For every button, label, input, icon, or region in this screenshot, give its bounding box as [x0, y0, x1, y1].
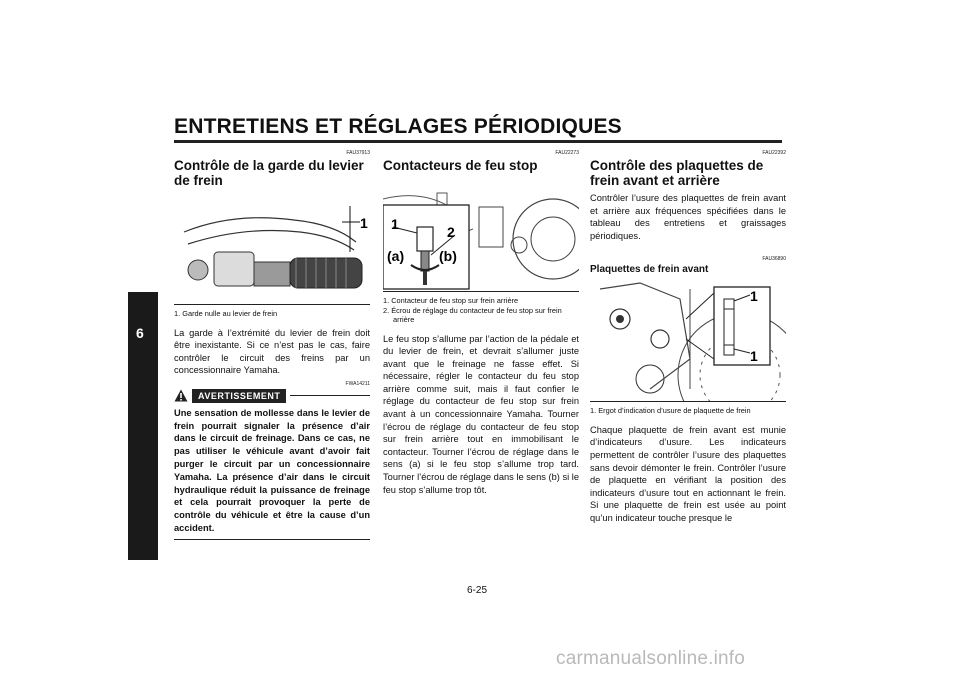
body-text: La garde à l’extrémité du levier de frein doit être inexistante. Si ce n’est pas le cas, faire contrôler le circuit des freins par un concessionnaire Yamaha. — [174, 327, 370, 376]
chapter-number: 6 — [136, 325, 144, 341]
page-title: ENTRETIENS ET RÉGLAGES PÉRIODIQUES — [174, 115, 622, 138]
body-text: Chaque plaquette de frein avant est munie d’indicateurs d’usure. Les indicateurs permettent de contrôler l’usure des plaquettes sans devoir démonter le frein. Contrôler l’usure de plaquette en vérifiant la position des indicateurs d’usure tout en actionnant le frein. Si une plaquette de frein est usée au point qu’un indicateur touche presque le — [590, 424, 786, 524]
warning-text: Une sensation de mollesse dans le levier de frein pourrait signaler la présence d’air dans le circuit de freinage. Dans ce cas, ne pas utiliser le véhicule avant d’avoir fait purger le circuit par un concessionnaire Yamaha. La présence d’air dans le circuit hydraulique réduit la puissance de freinage et cela pourrait provoquer la perte de contrôle du véhicule et être la cause d’un accident. — [174, 407, 370, 534]
column-brake-pads — [590, 150, 786, 525]
title-rule — [174, 140, 782, 143]
brake-switch-figure — [383, 179, 579, 292]
ref-code: FAU36890 — [762, 256, 786, 263]
figure-label-1b: 1 — [750, 348, 758, 365]
page-number: 6-25 — [467, 585, 488, 596]
ref-code: FAU22273 — [555, 150, 579, 156]
column-brake-lever — [174, 150, 370, 540]
ref-code: FAU37913 — [346, 150, 370, 156]
warning-box — [174, 381, 370, 540]
intro-text: Contrôler l’usure des plaquettes de frein avant et arrière aux fréquences spécifiées dans le tableau des entretiens et graissages périodiques. — [590, 193, 786, 241]
column-brake-light — [383, 150, 579, 496]
section-heading: Contacteurs de feu stop — [383, 158, 538, 173]
warning-label: AVERTISSEMENT — [192, 389, 286, 403]
body-text: Le feu stop s’allume par l’action de la pédale et du levier de frein, et devrait s’allumer juste avant que le freinage ne fasse effet. Si nécessaire, régler le contacteur du feu stop arrière comme suit, mais il faut confier le réglage du contacteur de feu stop sur frein avant à un concessionnaire Yamaha. Tourner l’écrou de réglage du contacteur de feu stop sur frein arrière tout en immobilisant le contacteur. Tourner l’écrou de réglage dans le sens (a) si le feu stop s’allume trop tard. Tourner l’écrou de réglage dans le sens (b) si le feu stop s’allume trop tôt. — [383, 333, 579, 495]
figure-label-1: 1 — [391, 216, 399, 232]
subheading: Plaquettes de frein avant — [590, 264, 709, 276]
brake-pad-figure — [590, 279, 786, 402]
ref-code: FWA14211 — [345, 380, 370, 387]
warning-triangle-icon — [174, 389, 188, 402]
figure-label: 1 — [360, 215, 368, 231]
warning-rule — [290, 395, 370, 396]
section-heading: Contrôle de la garde du levier de frein — [174, 158, 364, 188]
figure-label-a: (a) — [387, 248, 405, 264]
figure-caption: 1. Garde nulle au levier de frein — [174, 309, 278, 318]
figure-label-2: 2 — [447, 224, 455, 240]
figure-caption: 1. Ergot d’indication d’usure de plaquette de frein — [590, 406, 751, 416]
brake-lever-figure — [174, 192, 370, 305]
brake-lever-illustration — [174, 192, 370, 304]
brake-switch-illustration — [383, 179, 579, 291]
section-heading: Contrôle des plaquettes de frein avant et arrière — [590, 158, 764, 188]
warning-end-rule — [174, 539, 370, 540]
figure-caption: 1. Contacteur de feu stop sur frein arrière 2. Écrou de réglage du contacteur de feu stop sur frein arrière — [383, 296, 562, 324]
figure-label-1a: 1 — [750, 288, 758, 305]
watermark: carmanualsonline.info — [556, 648, 746, 669]
ref-code: FAU22392 — [762, 150, 786, 156]
brake-pad-illustration — [590, 279, 786, 401]
figure-label-b: (b) — [439, 248, 457, 264]
